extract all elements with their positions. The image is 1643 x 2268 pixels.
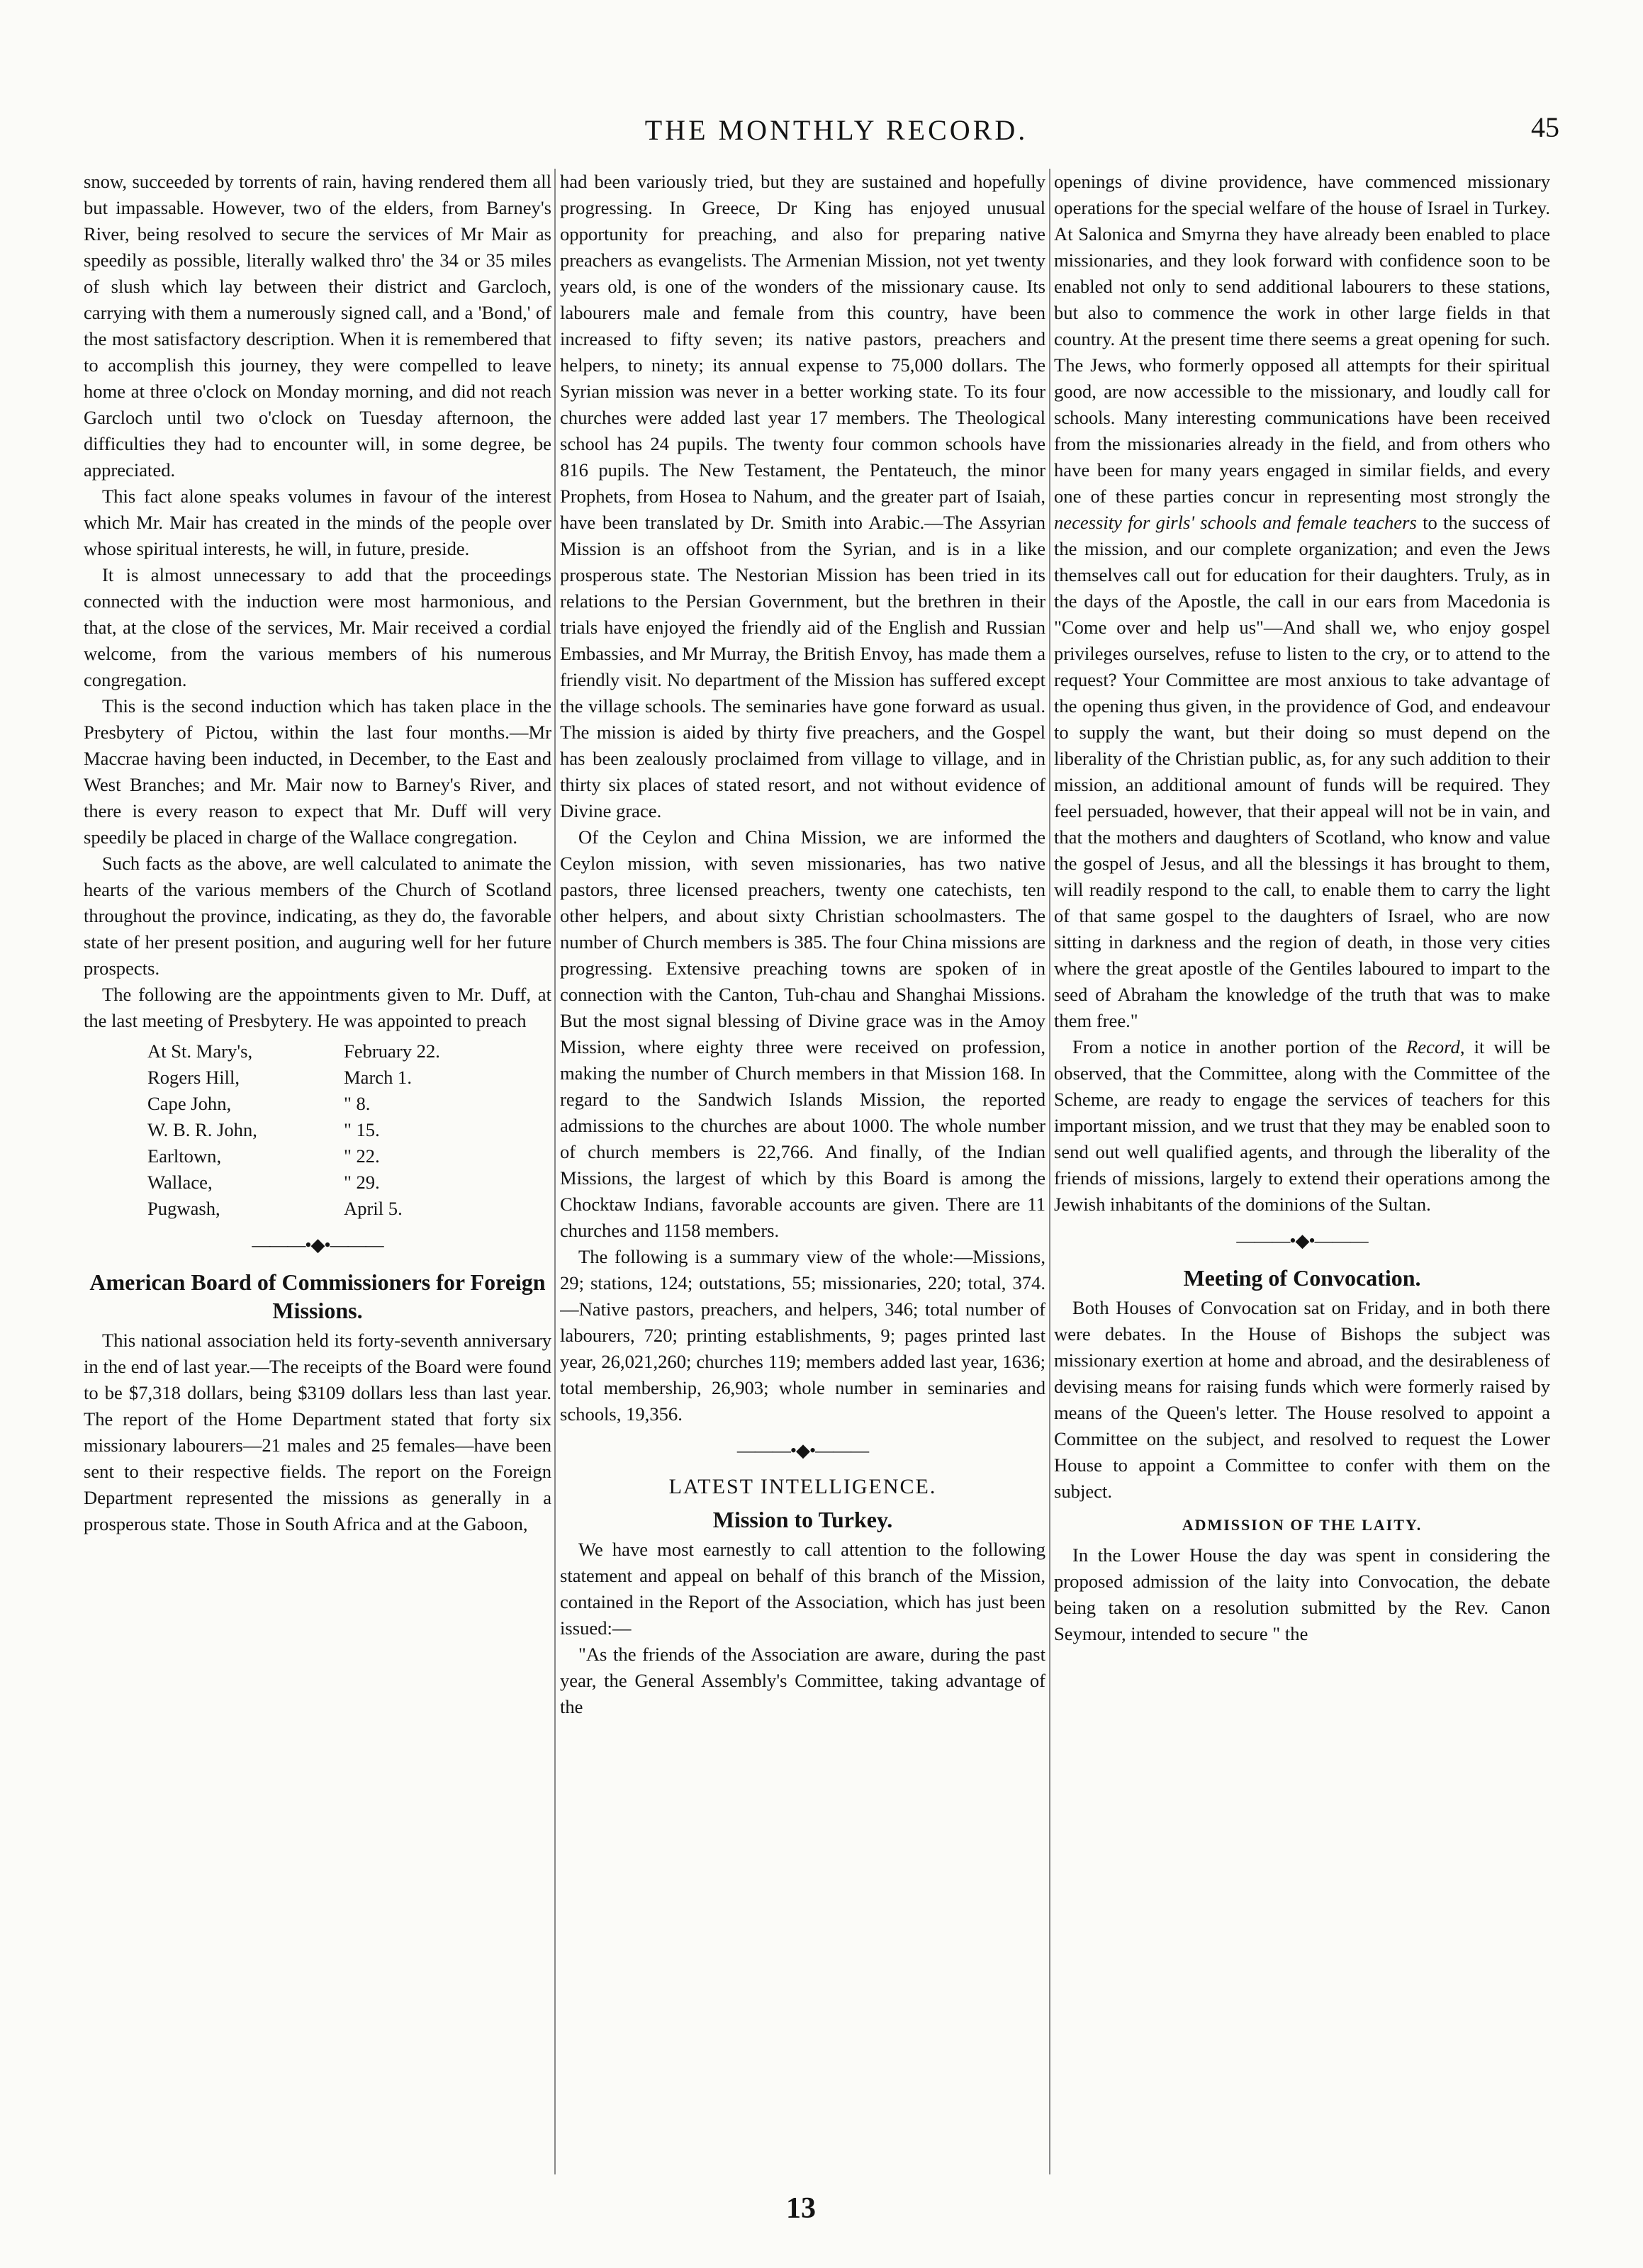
text-run: , it will be observed, that the Committee, along with the Committee of the Scheme, are ready to engage the services of teachers for this important mission, and we trust that they may be enabled soon to send out well qualified agents, and through the liberality of the friends of missions, largely to extend their operations among the Jewish inhabitants of the dominions of the Sultan. bbox=[1054, 1036, 1550, 1215]
text-run: to the success of the mission, and our complete organization; and even the Jews themselves call out for education for their daughters. Truly, as in the days of the Apostle, the call in our ears from Macedonia is "Come over and help us"—And shall we, who enjoy gospel privileges ourselves, refuse to listen to the cry, or to attend to the request? Your Committee are most anxious to take advantage of the opening thus given, in the providence of God, and endeavour to supply the want, but their doing so must depend on the liberality of the Christian public, as, for any such addition to their mission, an additional amount of funds will be required. They feel persuaded, however, that their appeal will not be in vain, and that the mothers and daughters of Scotland, who know and value the gospel of Jesus, and all the blessings it has brought to them, will readily respond to the call, to enable them to carry the light of that same gospel to the daughters of Israel, who are now sitting in darkness and the region of death, in those very cities where the great apostle of the Gentiles laboured to impart to the seed of Abraham the knowledge of the truth that was to make them free." bbox=[1054, 512, 1550, 1031]
schedule-date: " 29. bbox=[344, 1172, 380, 1193]
schedule-date: April 5. bbox=[344, 1198, 403, 1219]
paragraph: It is almost unnecessary to add that the proceedings connected with the induction were most harmonious, and that, at the close of the services, Mr. Mair received a cordial welcome, from the various members of his numerous congregation. bbox=[84, 564, 551, 690]
paragraph: Both Houses of Convocation sat on Friday, and in both there were debates. In the House of Bishops the subject was missionary exertion at home and abroad, and the desirableness of devising means for raising funds which were formerly raised by means of the Queen's letter. The House resolved to appoint a Committee on the subject, and resolved to request the Lower House to appoint a Committee to confer with them on the subject. bbox=[1054, 1297, 1550, 1502]
schedule-row bbox=[147, 1091, 516, 1117]
paragraph: Of the Ceylon and China Mission, we are informed the Ceylon mission, with seven missionaries, has two native pastors, three licensed preachers, twenty one catechists, ten other helpers, and about sixty Christian schoolmasters. The number of Church members is 385. The four China missions are progressing. Extensive preaching towns are spoken of in connection with the Canton, Tuh-chau and Shanghai Missions. But the most signal blessing of Divine grace was in the Amoy Mission, where eighty three were received on profession, making the number of Church members in that Mission 168. In regard to the Sandwich Islands Mission, the reported admissions to the churches are about 1000. The whole number of church members is 22,766. And finally, of the Indian Missions, the largest of which by this Board is among the Chocktaw Indians, favorable accounts are given. There are 11 churches and 1158 members. bbox=[560, 826, 1045, 1241]
paragraph: "As the friends of the Association are aware, during the past year, the General Assembly's Committee, taking advantage of the bbox=[560, 1644, 1045, 1717]
paragraph: The following are the appointments given to Mr. Duff, at the last meeting of Presbytery. He was appointed to preach bbox=[84, 984, 551, 1031]
column-2 bbox=[560, 169, 1045, 2174]
schedule-date: " 8. bbox=[344, 1093, 371, 1114]
ornament-divider: ———•◆•——— bbox=[736, 1440, 869, 1461]
running-title: THE MONTHLY RECORD. bbox=[644, 114, 1028, 146]
emphasis-text: Record bbox=[1406, 1036, 1460, 1057]
paragraph: We have most earnestly to call attention to the following statement and appeal on behalf of this branch of the Mission, contained in the Report of the Association, which has just been issued:— bbox=[560, 1539, 1045, 1639]
schedule-row bbox=[147, 1196, 516, 1222]
signature-mark: 13 bbox=[786, 2192, 816, 2225]
schedule-date: " 22. bbox=[344, 1145, 380, 1167]
schedule-row bbox=[147, 1143, 516, 1169]
emphasis-text: necessity for girls' schools and female teachers bbox=[1054, 512, 1417, 533]
paragraph: had been variously tried, but they are sustained and hopefully progressing. In Greece, Dr King has enjoyed unusual opportunity for preaching, and also for preparing native preachers as evangelists. The Armenian Mission, not yet twenty years old, is one of the wonders of the missionary cause. Its labourers male and female from this country, have been increased to fifty seven; its native pastors, preachers and helpers, to ninety; its annual expense to 75,000 dollars. The Syrian mission was never in a better working state. To its four churches were added last year 17 members. The Theological school has 24 pupils. The twenty four common schools have 816 pupils. The New Testament, the Pentateuch, the minor Prophets, from Hosea to Nahum, and the greater part of Isaiah, have been translated by Dr. Smith into Arabic.—The Assyrian Mission is an offshoot from the Syrian, and is in a like prosperous state. The Nestorian Mission has been tried in its relations to the Persian Government, but the brethren in their trials have enjoyed the friendly aid of the English and Russian Embassies, and Mr Murray, the British Envoy, has made them a friendly visit. No department of the Mission has suffered except the village schools. The seminaries have gone forward as usual. The mission is aided by thirty five preachers, and the Gospel has been zealously proclaimed from village to village, and in thirty six places of stated resort, and not without evidence of Divine grace. bbox=[560, 171, 1045, 821]
schedule-row bbox=[147, 1117, 516, 1143]
schedule-place: Earltown, bbox=[147, 1145, 222, 1167]
paragraph: Such facts as the above, are well calculated to animate the hearts of the various members of the Church of Scotland throughout the province, indicating, as they do, the favorable state of her present position, and auguring well for her future prospects. bbox=[84, 853, 551, 979]
schedule-place: At St. Mary's, bbox=[147, 1040, 253, 1062]
schedule-row bbox=[147, 1065, 516, 1091]
paragraph: This is the second induction which has taken place in the Presbytery of Pictou, within the last four months.—Mr Maccrae having been inducted, in December, to the East and West Branches; and Mr. Mair now to Barney's River, and there is every reason to expect that Mr. Duff will very speedily be placed in charge of the Wallace congregation. bbox=[84, 695, 551, 848]
paragraph: In the Lower House the day was spent in considering the proposed admission of the laity into Convocation, the debate being taken on a resolution submitted by the Rev. Canon Seymour, intended to secure " the bbox=[1054, 1544, 1550, 1644]
page-header bbox=[113, 106, 1559, 163]
page-number: 45 bbox=[1531, 111, 1559, 143]
ornament-divider: ———•◆•——— bbox=[1236, 1230, 1368, 1251]
paragraph: snow, succeeded by torrents of rain, having rendered them all but impassable. However, two of the elders, from Barney's River, being resolved to secure the services of Mr Mair as speedily as possible, literally walked thro' the 34 or 35 miles of slush which lay between their district and Garcloch, carrying with them a numerously signed call, and a 'Bond,' of the most satisfactory description. When it is remembered that to accomplish this journey, they were compelled to leave home at three o'clock on Monday morning, and did not reach Garcloch until two o'clock on Tuesday afternoon, the difficulties they had to encounter will, in some degree, be appreciated. bbox=[84, 171, 551, 481]
column-1 bbox=[84, 169, 551, 2174]
schedule-row bbox=[147, 1038, 516, 1065]
schedule-place: Cape John, bbox=[147, 1093, 232, 1114]
text-run: From a notice in another portion of the bbox=[1072, 1036, 1407, 1057]
paragraph bbox=[1054, 1034, 1550, 1218]
section-heading: American Board of Commissioners for Foreign Missions. bbox=[89, 1269, 546, 1323]
text-run: openings of divine providence, have commenced missionary operations for the special welfare of the house of Israel in Turkey. At Salonica and Smyrna they have already been enabled to place missionaries, and they look forward with confidence soon to be enabled not only to send additional labourers to these stations, but also to commence the work in other large fields in that country. At the present time there seems a great opening for such. The Jews, who formerly opposed all attempts for their spiritual good, are now accessible to the missionary, and loudly call for schools. Many interesting communications have been received from the missionaries already in the field, and from others who have been for many years engaged in similar fields, and every one of these parties concur in representing most strongly the bbox=[1054, 171, 1550, 507]
schedule-place: Pugwash, bbox=[147, 1198, 220, 1219]
column-rule-2 bbox=[1049, 169, 1050, 2174]
section-heading: Mission to Turkey. bbox=[712, 1507, 893, 1532]
preaching-schedule bbox=[147, 1038, 516, 1222]
paragraph: This fact alone speaks volumes in favour of the interest which Mr. Mair has created in the minds of the people over whose spiritual interests, he will, in future, preside. bbox=[84, 485, 551, 559]
schedule-row bbox=[147, 1169, 516, 1196]
paragraph bbox=[1054, 169, 1550, 1034]
schedule-place: W. B. R. John, bbox=[147, 1119, 257, 1140]
paragraph: This national association held its forty-seventh anniversary in the end of last year.—The receipts of the Board were found to be $7,318 dollars, being $3109 dollars less than last year. The report of the Home Department stated that forty six missionary labourers—21 males and 25 females—have been sent to their respective fields. The report on the Foreign Department represented the missions as generally in a prosperous state. Those in South Africa and at the Gaboon, bbox=[84, 1330, 551, 1534]
column-rule-1 bbox=[554, 169, 556, 2174]
section-heading-latest: LATEST INTELLIGENCE. bbox=[668, 1475, 937, 1498]
column-3 bbox=[1054, 169, 1550, 2174]
sub-heading: ADMISSION OF THE LAITY. bbox=[1182, 1516, 1423, 1534]
ornament-divider: ———•◆•——— bbox=[252, 1235, 383, 1255]
schedule-place: Wallace, bbox=[147, 1172, 213, 1193]
section-heading: Meeting of Convocation. bbox=[1183, 1265, 1421, 1291]
schedule-date: " 15. bbox=[344, 1119, 380, 1140]
schedule-date: February 22. bbox=[344, 1040, 440, 1062]
schedule-place: Rogers Hill, bbox=[147, 1067, 240, 1088]
paragraph: The following is a summary view of the whole:—Missions, 29; stations, 124; outstations, 55; missionaries, 220; total, 374.—Native pastors, preachers, and helpers, 346; total number of labourers, 720; printing establishments, 9; pages printed last year, 26,021,260; churches 119; members added last year, 1636; total membership, 26,903; whole number in seminaries and schools, 19,356. bbox=[560, 1246, 1045, 1425]
schedule-date: March 1. bbox=[344, 1067, 412, 1088]
